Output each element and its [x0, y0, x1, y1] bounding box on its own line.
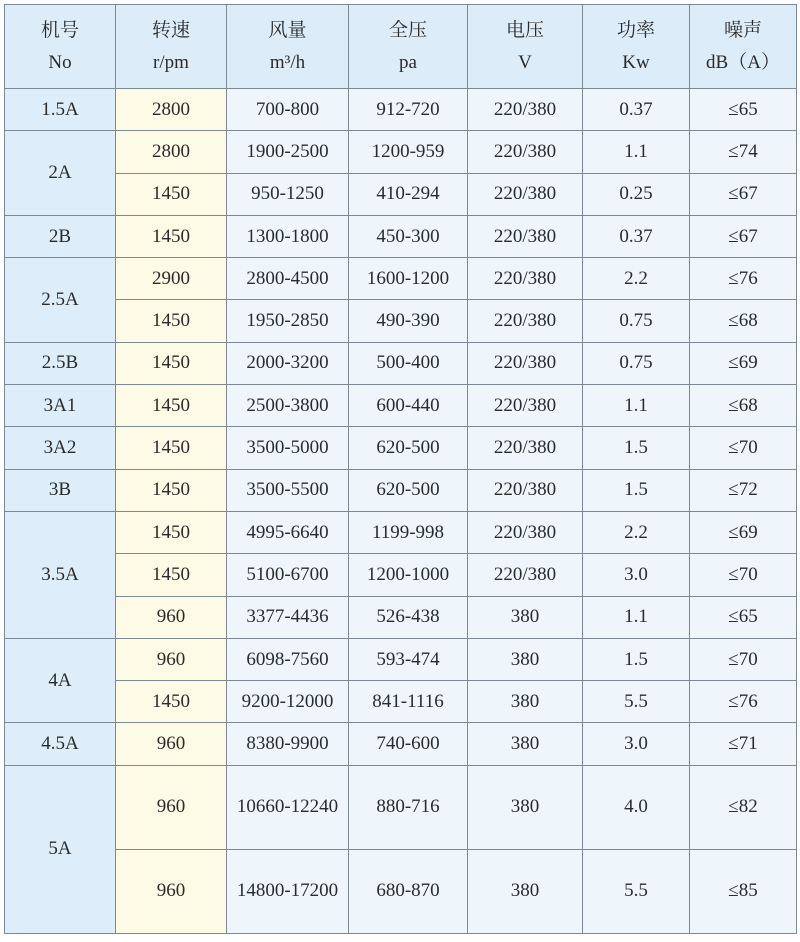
cell-air-volume: 2500-3800	[227, 385, 349, 427]
cell-air-volume: 1900-2500	[227, 131, 349, 173]
cell-air-volume: 700-800	[227, 89, 349, 131]
header-noise	[690, 5, 797, 89]
header-unit: No	[48, 51, 72, 73]
cell-speed: 1450	[116, 427, 227, 469]
cell-power: 0.37	[583, 215, 690, 257]
table-row	[5, 469, 797, 511]
cell-total-pressure: 1200-959	[349, 131, 468, 173]
cell-noise: ≤70	[690, 638, 797, 680]
cell-air-volume: 9200-12000	[227, 681, 349, 723]
cell-speed: 1450	[116, 511, 227, 553]
table-row	[5, 258, 797, 300]
cell-voltage: 380	[468, 849, 583, 933]
header-unit: dB（A）	[706, 51, 780, 73]
cell-total-pressure: 593-474	[349, 638, 468, 680]
cell-voltage: 220/380	[468, 511, 583, 553]
cell-voltage: 220/380	[468, 173, 583, 215]
cell-speed: 1450	[116, 385, 227, 427]
cell-voltage: 220/380	[468, 385, 583, 427]
header-air-volume	[227, 5, 349, 89]
cell-air-volume: 14800-17200	[227, 849, 349, 933]
cell-air-volume: 3377-4436	[227, 596, 349, 638]
cell-power: 0.37	[583, 89, 690, 131]
cell-speed: 2800	[116, 89, 227, 131]
header-row	[5, 5, 797, 89]
table-row	[5, 427, 797, 469]
table-body	[5, 89, 797, 934]
cell-total-pressure: 450-300	[349, 215, 468, 257]
cell-voltage: 380	[468, 596, 583, 638]
cell-voltage: 220/380	[468, 469, 583, 511]
cell-speed: 960	[116, 849, 227, 933]
header-unit: m³/h	[269, 51, 306, 73]
header-voltage	[468, 5, 583, 89]
cell-voltage: 220/380	[468, 342, 583, 384]
header-unit: V	[518, 51, 532, 73]
fan-spec-table	[4, 4, 797, 934]
cell-total-pressure: 526-438	[349, 596, 468, 638]
cell-model-number: 3A1	[5, 385, 116, 427]
cell-air-volume: 8380-9900	[227, 723, 349, 765]
cell-total-pressure: 1199-998	[349, 511, 468, 553]
table-row	[5, 723, 797, 765]
cell-speed: 960	[116, 596, 227, 638]
cell-noise: ≤65	[690, 596, 797, 638]
cell-power: 5.5	[583, 849, 690, 933]
cell-air-volume: 2000-3200	[227, 342, 349, 384]
table-row	[5, 511, 797, 553]
cell-air-volume: 2800-4500	[227, 258, 349, 300]
cell-total-pressure: 1600-1200	[349, 258, 468, 300]
header-speed	[116, 5, 227, 89]
cell-noise: ≤76	[690, 681, 797, 723]
table-row	[5, 342, 797, 384]
cell-power: 1.5	[583, 469, 690, 511]
cell-model-number: 2A	[5, 131, 116, 216]
cell-noise: ≤71	[690, 723, 797, 765]
cell-noise: ≤72	[690, 469, 797, 511]
cell-total-pressure: 841-1116	[349, 681, 468, 723]
cell-speed: 1450	[116, 173, 227, 215]
cell-power: 3.0	[583, 554, 690, 596]
cell-model-number: 5A	[5, 765, 116, 933]
cell-speed: 1450	[116, 681, 227, 723]
cell-model-number: 2B	[5, 215, 116, 257]
cell-air-volume: 3500-5000	[227, 427, 349, 469]
cell-voltage: 380	[468, 681, 583, 723]
table-row	[5, 765, 797, 849]
cell-power: 1.5	[583, 638, 690, 680]
cell-model-number: 2.5A	[5, 258, 116, 343]
cell-power: 1.1	[583, 596, 690, 638]
cell-speed: 960	[116, 765, 227, 849]
cell-air-volume: 1300-1800	[227, 215, 349, 257]
cell-power: 4.0	[583, 765, 690, 849]
cell-noise: ≤70	[690, 554, 797, 596]
cell-voltage: 220/380	[468, 258, 583, 300]
cell-air-volume: 3500-5500	[227, 469, 349, 511]
cell-total-pressure: 620-500	[349, 469, 468, 511]
cell-power: 0.75	[583, 342, 690, 384]
cell-air-volume: 950-1250	[227, 173, 349, 215]
cell-total-pressure: 912-720	[349, 89, 468, 131]
header-label: 噪声	[723, 19, 762, 41]
cell-power: 3.0	[583, 723, 690, 765]
cell-noise: ≤70	[690, 427, 797, 469]
cell-speed: 1450	[116, 342, 227, 384]
header-label: 机号	[40, 19, 79, 41]
header-unit: Kw	[622, 51, 650, 73]
cell-noise: ≤68	[690, 300, 797, 342]
table-row	[5, 385, 797, 427]
cell-total-pressure: 500-400	[349, 342, 468, 384]
table-row	[5, 554, 797, 596]
cell-power: 1.5	[583, 427, 690, 469]
cell-power: 2.2	[583, 258, 690, 300]
cell-noise: ≤85	[690, 849, 797, 933]
cell-air-volume: 6098-7560	[227, 638, 349, 680]
table-row	[5, 638, 797, 680]
cell-voltage: 220/380	[468, 427, 583, 469]
table-row	[5, 300, 797, 342]
cell-noise: ≤67	[690, 215, 797, 257]
header-model-number	[5, 5, 116, 89]
cell-air-volume: 4995-6640	[227, 511, 349, 553]
header-label: 电压	[505, 19, 544, 41]
header-unit: pa	[399, 51, 417, 73]
cell-total-pressure: 490-390	[349, 300, 468, 342]
cell-noise: ≤74	[690, 131, 797, 173]
cell-air-volume: 10660-12240	[227, 765, 349, 849]
cell-model-number: 3.5A	[5, 511, 116, 638]
table-row	[5, 849, 797, 933]
header-label: 风量	[268, 19, 307, 41]
cell-speed: 1450	[116, 215, 227, 257]
cell-speed: 2800	[116, 131, 227, 173]
cell-model-number: 1.5A	[5, 89, 116, 131]
cell-voltage: 380	[468, 765, 583, 849]
cell-voltage: 220/380	[468, 89, 583, 131]
cell-power: 5.5	[583, 681, 690, 723]
cell-speed: 2900	[116, 258, 227, 300]
cell-total-pressure: 680-870	[349, 849, 468, 933]
cell-power: 1.1	[583, 385, 690, 427]
cell-speed: 960	[116, 723, 227, 765]
cell-speed: 960	[116, 638, 227, 680]
cell-voltage: 380	[468, 723, 583, 765]
cell-noise: ≤67	[690, 173, 797, 215]
cell-model-number: 4.5A	[5, 723, 116, 765]
cell-total-pressure: 600-440	[349, 385, 468, 427]
header-total-pressure	[349, 5, 468, 89]
cell-total-pressure: 740-600	[349, 723, 468, 765]
cell-power: 2.2	[583, 511, 690, 553]
cell-voltage: 220/380	[468, 131, 583, 173]
header-power	[583, 5, 690, 89]
cell-total-pressure: 620-500	[349, 427, 468, 469]
header-label: 功率	[616, 19, 655, 41]
header-unit: r/pm	[153, 51, 189, 73]
cell-noise: ≤69	[690, 342, 797, 384]
cell-voltage: 380	[468, 638, 583, 680]
cell-total-pressure: 1200-1000	[349, 554, 468, 596]
cell-model-number: 2.5B	[5, 342, 116, 384]
cell-noise: ≤69	[690, 511, 797, 553]
cell-noise: ≤68	[690, 385, 797, 427]
cell-noise: ≤76	[690, 258, 797, 300]
cell-noise: ≤82	[690, 765, 797, 849]
cell-speed: 1450	[116, 554, 227, 596]
cell-total-pressure: 880-716	[349, 765, 468, 849]
table-row	[5, 681, 797, 723]
table-row	[5, 131, 797, 173]
cell-voltage: 220/380	[468, 215, 583, 257]
table-row	[5, 215, 797, 257]
cell-model-number: 3B	[5, 469, 116, 511]
cell-model-number: 3A2	[5, 427, 116, 469]
cell-air-volume: 5100-6700	[227, 554, 349, 596]
cell-model-number: 4A	[5, 638, 116, 723]
table-row	[5, 173, 797, 215]
cell-power: 0.75	[583, 300, 690, 342]
cell-speed: 1450	[116, 469, 227, 511]
table-row	[5, 596, 797, 638]
header-label: 全压	[388, 19, 427, 41]
cell-power: 0.25	[583, 173, 690, 215]
cell-noise: ≤65	[690, 89, 797, 131]
cell-air-volume: 1950-2850	[227, 300, 349, 342]
header-label: 转速	[151, 19, 190, 41]
cell-total-pressure: 410-294	[349, 173, 468, 215]
cell-power: 1.1	[583, 131, 690, 173]
cell-voltage: 220/380	[468, 554, 583, 596]
cell-voltage: 220/380	[468, 300, 583, 342]
table-row	[5, 89, 797, 131]
cell-speed: 1450	[116, 300, 227, 342]
